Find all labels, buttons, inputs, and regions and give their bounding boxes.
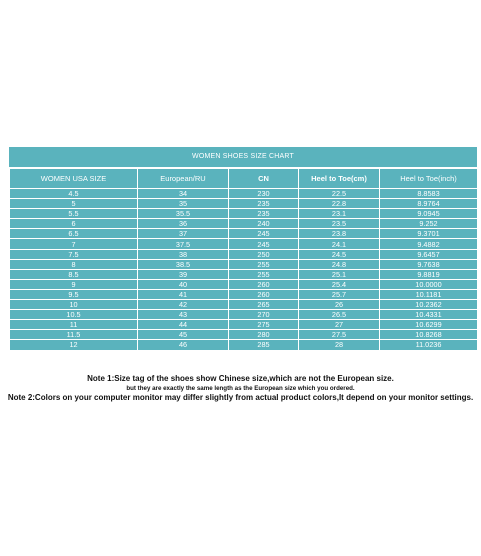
cell-heel-to-toe-inch: 10.1181	[380, 289, 478, 299]
table-row	[10, 239, 478, 249]
cell-heel-to-toe-cm: 22.8	[299, 199, 380, 209]
cell-cn-size: 275	[229, 320, 299, 330]
table-body	[10, 189, 478, 351]
cell-heel-to-toe-inch: 8.8583	[380, 189, 478, 199]
cell-cn-size: 230	[229, 189, 299, 199]
cell-heel-to-toe-cm: 27	[299, 320, 380, 330]
cell-european-size: 38	[138, 249, 229, 259]
cell-heel-to-toe-inch: 10.6299	[380, 320, 478, 330]
cell-european-size: 43	[138, 310, 229, 320]
note-2: Note 2:Colors on your computer monitor may differ slightly from actual product colors,It depend on your monitor settings.	[7, 393, 474, 402]
table-row	[10, 310, 478, 320]
cell-heel-to-toe-cm: 23.5	[299, 219, 380, 229]
cell-european-size: 34	[138, 189, 229, 199]
table-row	[10, 320, 478, 330]
table-row	[10, 219, 478, 229]
cell-heel-to-toe-cm: 28	[299, 340, 380, 350]
cell-usa-size: 11	[10, 320, 138, 330]
cell-european-size: 35	[138, 199, 229, 209]
cell-usa-size: 9.5	[10, 289, 138, 299]
cell-european-size: 45	[138, 330, 229, 340]
cell-heel-to-toe-cm: 25.1	[299, 269, 380, 279]
cell-heel-to-toe-cm: 24.5	[299, 249, 380, 259]
table-row	[10, 199, 478, 209]
cell-heel-to-toe-inch: 10.0000	[380, 279, 478, 289]
cell-cn-size: 240	[229, 219, 299, 229]
cell-usa-size: 9	[10, 279, 138, 289]
cell-heel-to-toe-inch: 9.3701	[380, 229, 478, 239]
cell-heel-to-toe-cm: 23.1	[299, 209, 380, 219]
cell-usa-size: 10.5	[10, 310, 138, 320]
table-row	[10, 189, 478, 199]
cell-usa-size: 11.5	[10, 330, 138, 340]
cell-european-size: 40	[138, 279, 229, 289]
cell-heel-to-toe-inch: 9.4882	[380, 239, 478, 249]
cell-heel-to-toe-inch: 9.0945	[380, 209, 478, 219]
cell-european-size: 38.5	[138, 259, 229, 269]
table-row	[10, 229, 478, 239]
cell-usa-size: 8	[10, 259, 138, 269]
cell-european-size: 44	[138, 320, 229, 330]
cell-cn-size: 245	[229, 229, 299, 239]
cell-heel-to-toe-cm: 27.5	[299, 330, 380, 340]
header-european-size: European/RU	[138, 169, 229, 189]
cell-usa-size: 12	[10, 340, 138, 350]
table-row	[10, 259, 478, 269]
header-heel-to-toe-inch: Heel to Toe(inch)	[380, 169, 478, 189]
size-chart	[9, 147, 477, 351]
cell-usa-size: 6	[10, 219, 138, 229]
cell-usa-size: 7.5	[10, 249, 138, 259]
header-usa-size: WOMEN USA SIZE	[10, 169, 138, 189]
cell-heel-to-toe-cm: 25.4	[299, 279, 380, 289]
cell-cn-size: 285	[229, 340, 299, 350]
cell-cn-size: 255	[229, 269, 299, 279]
cell-cn-size: 270	[229, 310, 299, 320]
cell-cn-size: 255	[229, 259, 299, 269]
notes-section	[0, 373, 481, 403]
table-row	[10, 340, 478, 350]
table-row	[10, 300, 478, 310]
cell-european-size: 37.5	[138, 239, 229, 249]
cell-cn-size: 260	[229, 289, 299, 299]
cell-cn-size: 245	[229, 239, 299, 249]
cell-heel-to-toe-inch: 9.7638	[380, 259, 478, 269]
cell-heel-to-toe-inch: 9.6457	[380, 249, 478, 259]
cell-heel-to-toe-cm: 26	[299, 300, 380, 310]
note-1: Note 1:Size tag of the shoes show Chinese size,which are not the European size.	[87, 374, 394, 383]
cell-heel-to-toe-cm: 22.5	[299, 189, 380, 199]
cell-cn-size: 265	[229, 300, 299, 310]
table-row	[10, 269, 478, 279]
cell-heel-to-toe-inch: 8.9764	[380, 199, 478, 209]
chart-title: WOMEN SHOES SIZE CHART	[9, 147, 477, 168]
cell-heel-to-toe-cm: 24.1	[299, 239, 380, 249]
cell-heel-to-toe-cm: 25.7	[299, 289, 380, 299]
cell-cn-size: 280	[229, 330, 299, 340]
header-cn-size: CN	[229, 169, 299, 189]
cell-usa-size: 7	[10, 239, 138, 249]
cell-cn-size: 235	[229, 199, 299, 209]
cell-heel-to-toe-inch: 10.8268	[380, 330, 478, 340]
cell-heel-to-toe-inch: 10.2362	[380, 300, 478, 310]
cell-european-size: 37	[138, 229, 229, 239]
cell-usa-size: 6.5	[10, 229, 138, 239]
cell-european-size: 36	[138, 219, 229, 229]
cell-european-size: 39	[138, 269, 229, 279]
table-row	[10, 209, 478, 219]
cell-heel-to-toe-cm: 26.5	[299, 310, 380, 320]
cell-european-size: 42	[138, 300, 229, 310]
note-1-continuation: but they are exactly the same length as the European size which you ordered.	[126, 385, 355, 392]
header-heel-to-toe-cm: Heel to Toe(cm)	[299, 169, 380, 189]
table-row	[10, 249, 478, 259]
cell-cn-size: 250	[229, 249, 299, 259]
cell-usa-size: 5	[10, 199, 138, 209]
cell-usa-size: 8.5	[10, 269, 138, 279]
cell-heel-to-toe-inch: 10.4331	[380, 310, 478, 320]
cell-heel-to-toe-inch: 11.0236	[380, 340, 478, 350]
cell-usa-size: 5.5	[10, 209, 138, 219]
cell-heel-to-toe-cm: 23.8	[299, 229, 380, 239]
cell-heel-to-toe-inch: 9.252	[380, 219, 478, 229]
cell-heel-to-toe-inch: 9.8819	[380, 269, 478, 279]
table-row	[10, 289, 478, 299]
cell-european-size: 35.5	[138, 209, 229, 219]
cell-usa-size: 10	[10, 300, 138, 310]
size-table	[9, 168, 478, 351]
cell-european-size: 41	[138, 289, 229, 299]
cell-cn-size: 235	[229, 209, 299, 219]
table-row	[10, 279, 478, 289]
cell-usa-size: 4.5	[10, 189, 138, 199]
cell-cn-size: 260	[229, 279, 299, 289]
cell-european-size: 46	[138, 340, 229, 350]
header-row	[10, 169, 478, 189]
cell-heel-to-toe-cm: 24.8	[299, 259, 380, 269]
table-row	[10, 330, 478, 340]
